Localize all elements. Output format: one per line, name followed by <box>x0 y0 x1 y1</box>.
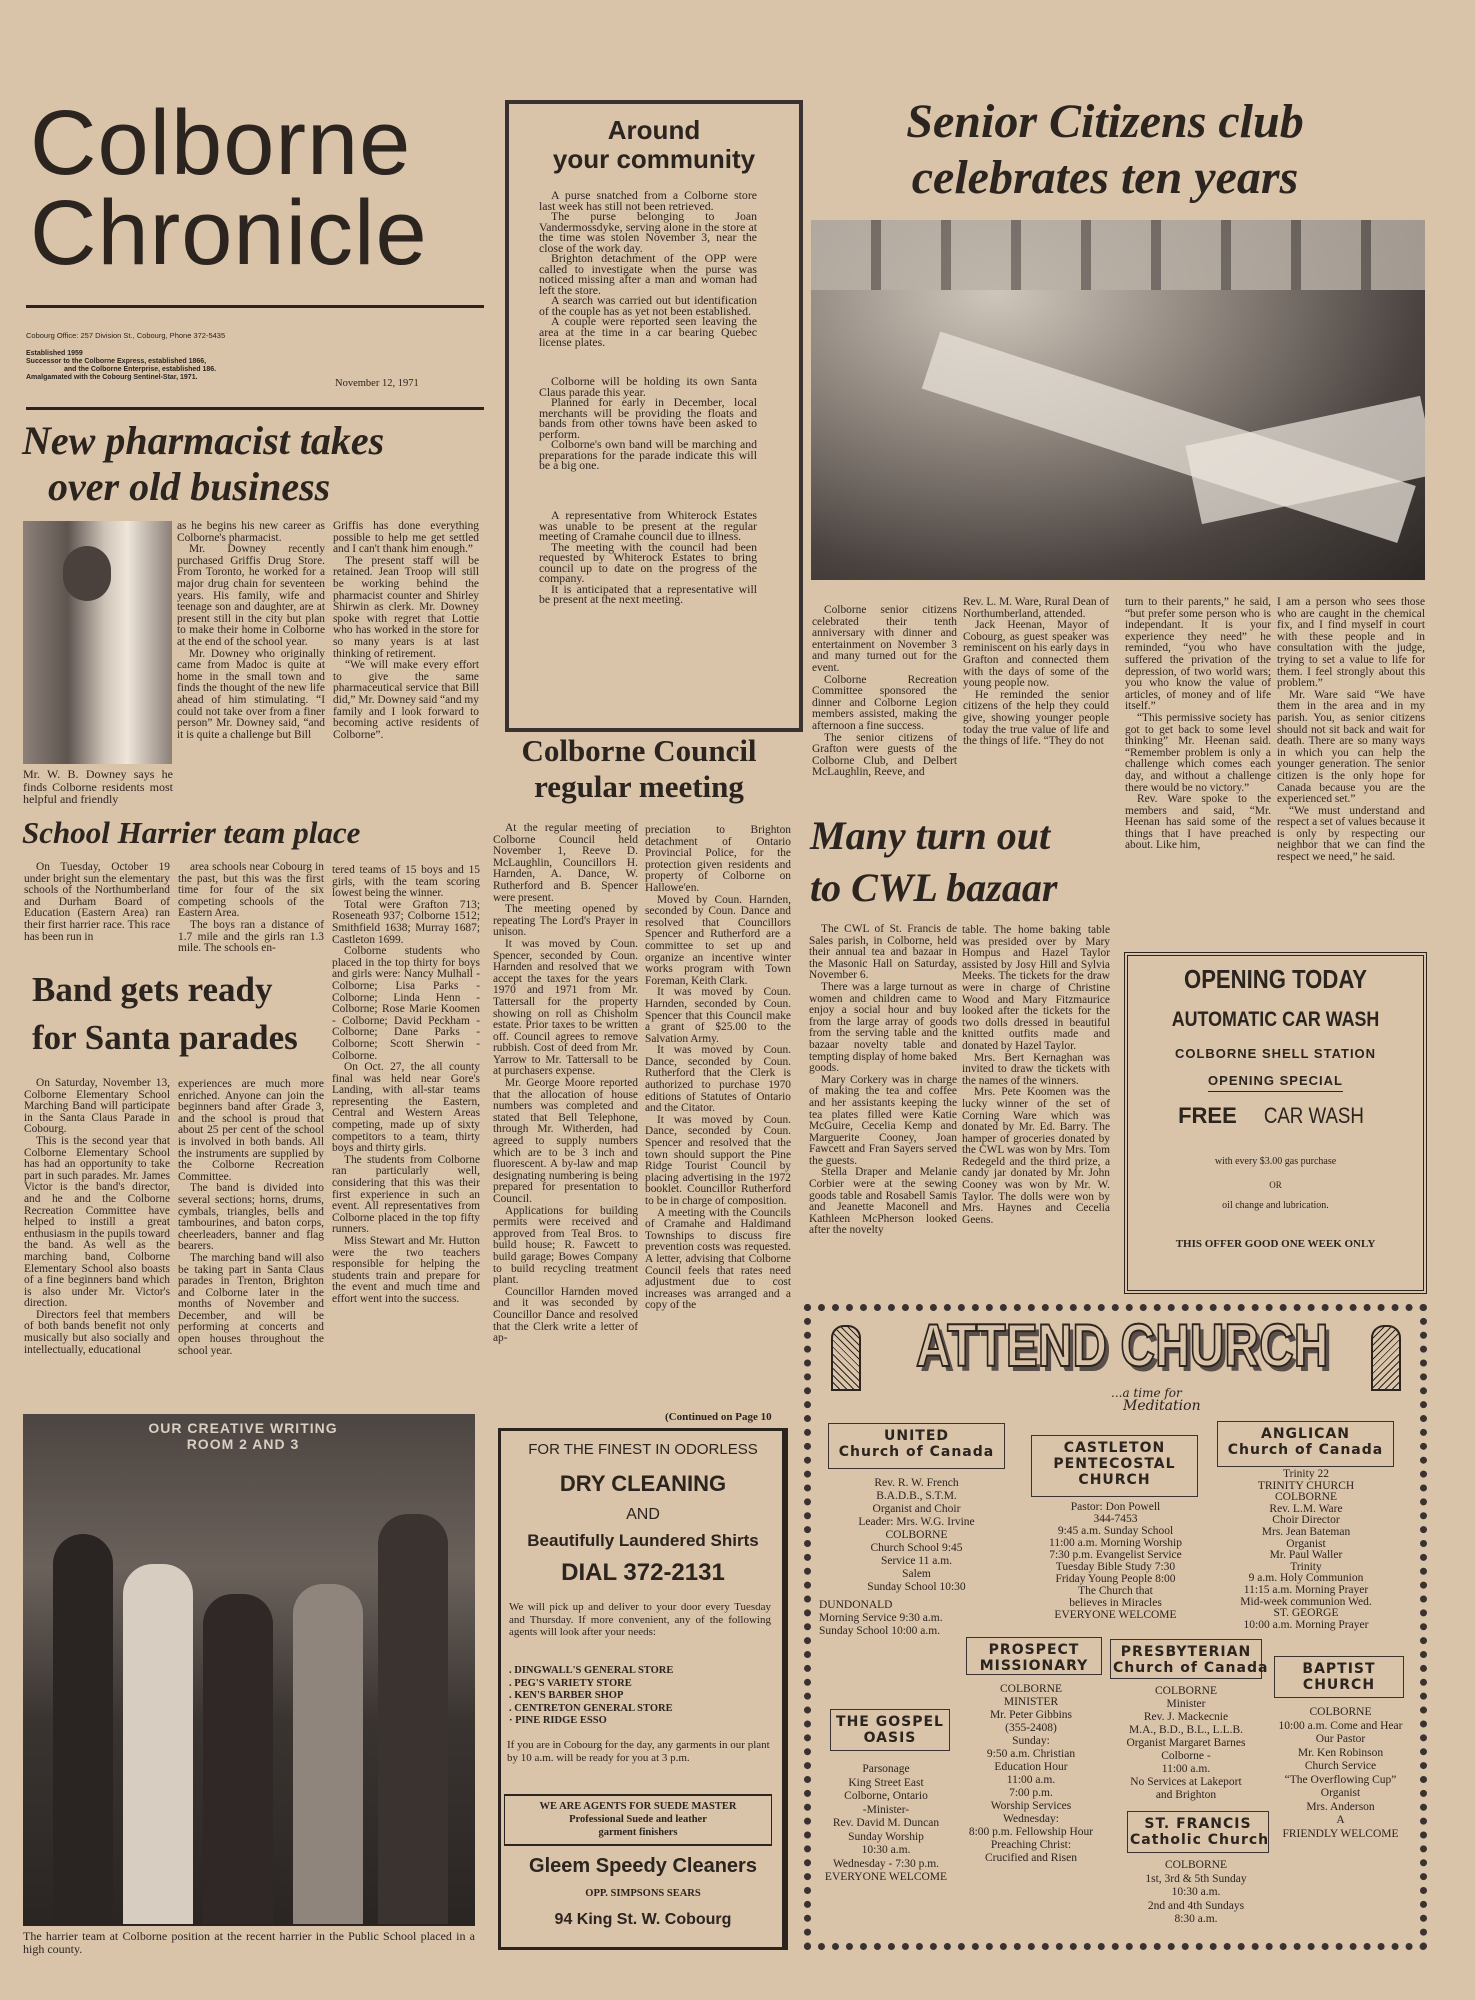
paragraph: The boys ran a distance of 1.7 mile and the girls ran 1.3 mile. The schools en- <box>178 918 324 955</box>
amalgamated: Amalgamated with the Cobourg Sentinel-Star, 1971. <box>26 374 198 381</box>
band-headline <box>32 966 298 1062</box>
paragraph: The CWL of St. Francis de Sales parish, in Colborne, held their annual tea and bazaar in the Masonic Hall on Saturday, November 6. <box>809 923 957 982</box>
photo-figure <box>203 1594 273 1924</box>
band-headline-line1: Band gets ready <box>32 970 273 1009</box>
text-line: Wednesday: <box>1003 1813 1059 1825</box>
text-line: Parsonage <box>862 1763 910 1775</box>
text-line: PRESBYTERIAN <box>1120 1644 1252 1660</box>
text-line: 11:00 a.m. <box>1161 1763 1211 1775</box>
senior-headline-line2: celebrates ten years <box>911 151 1299 204</box>
text-line: No Services at Lakeport <box>1130 1776 1242 1788</box>
pharmacist-headline <box>22 418 384 510</box>
senior-dinner-photo <box>811 220 1425 580</box>
senior-headline <box>810 94 1400 206</box>
community-item-parade <box>539 376 757 471</box>
text-line: 10:30 a.m. <box>861 1844 911 1856</box>
stained-glass-window-icon <box>831 1325 861 1391</box>
text-line: Church Service <box>1304 1760 1377 1772</box>
text-line: COLBORNE <box>1155 1685 1217 1697</box>
masthead-rule <box>26 305 484 308</box>
text-line: Church of Canada <box>1113 1660 1269 1676</box>
band-headline-line2: for Santa parades <box>32 1018 298 1057</box>
cwl-headline-line1: Many turn out <box>810 813 1051 858</box>
paragraph: He reminded the senior citizens of the help they could give, showing younger people today the true value of life and the things of life. “They do not <box>963 688 1109 748</box>
paragraph: Griffis has done everything possible to help me get settled and I can't thank him enough.” <box>333 520 479 556</box>
text-line: Pastor: Don Powell <box>1070 1501 1161 1513</box>
united-church-details <box>828 1477 1005 1594</box>
cleaners-location: OPP. SIMPSONS SEARS <box>585 1888 701 1899</box>
publication-history <box>26 350 216 382</box>
carwash-free-line <box>1128 1103 1423 1129</box>
text-line: Mr. Ken Robinson <box>1297 1746 1384 1759</box>
text-line: Mrs. Anderson <box>1306 1800 1375 1813</box>
text-line: PENTECOSTAL <box>1053 1456 1176 1472</box>
st-francis-church-details <box>1121 1859 1271 1927</box>
text-line: Crucified and Risen <box>985 1852 1077 1864</box>
carwash-line3: COLBORNE SHELL STATION <box>1174 1046 1377 1061</box>
photo-figure-head <box>63 546 111 601</box>
paragraph: Mr. Downey who originally came from Madoc is quite at home in the small town and finds the thought of the new life ahead of him stimulating. “I could not take over from a finer person” Mr. Downey said, “and it is quite a challenge but Bill <box>177 647 325 741</box>
text-line: 2nd and 4th Sundays <box>1147 1899 1245 1912</box>
carwash-condition-1: with every $3.00 gas purchase <box>1214 1156 1337 1167</box>
text-line: believes in Miracles <box>1069 1597 1162 1609</box>
cleaners-ad-cobourg-note: If you are in Cobourg for the day, any garments in our plant by 10 a.m. will be ready for you at 3 p.m. <box>507 1739 770 1764</box>
baptist-church-title <box>1274 1656 1404 1698</box>
baptist-church-details <box>1273 1706 1408 1841</box>
text-line: 344-7453 <box>1093 1513 1138 1525</box>
prospect-church-details <box>956 1683 1106 1865</box>
text-line: Church School 9:45 <box>870 1542 963 1554</box>
paragraph: “We will make every effort to give the same pharmaceutical service that Bill did,” Mr. Downey said “and my family and I look forward to becoming active residents of Colborne”. <box>333 659 479 741</box>
text-line: THE GOSPEL <box>836 1714 944 1730</box>
cwl-headline-line2: to CWL bazaar <box>810 865 1058 910</box>
community-headline-line1: Around <box>607 115 701 145</box>
photo-figure <box>53 1534 113 1924</box>
text-line: Mr. Peter Gibbins <box>989 1709 1073 1721</box>
text-line: COLBORNE <box>1275 1491 1337 1504</box>
text-line: The Church that <box>1078 1585 1153 1597</box>
paragraph: Colborne Recreation Committee sponsored the dinner and Colborne Legion members assisted, making the afternoon a fine success. <box>812 673 957 732</box>
text-line: BAPTIST <box>1302 1661 1376 1677</box>
paragraph: The meeting opened by repeating The Lord's Prayer in unison. <box>493 903 638 939</box>
text-line: Sunday: <box>1012 1735 1050 1747</box>
paragraph: Mr. Ware said “We have them in the area and in my parish. You, as senior citizens should not sit back and wait for death. There are so many ways in which you can help the younger generation. The senior citizen is the only hope for Canada because you are the experienced set.” <box>1277 688 1425 806</box>
gospel-oasis-details <box>821 1763 951 1885</box>
text-line: . PEG'S VARIETY STORE <box>509 1677 632 1689</box>
text-line: Rev. David M. Duncan <box>832 1817 940 1829</box>
paragraph: A purse snatched from a Colborne store last week has still not been retrieved. <box>539 188 757 213</box>
paragraph: A meeting with the Councils of Cramahe and Haldimand Townships to discuss fire prevention costs was requested. A letter, advising that Colborne Council feels that rates need adjustment due to cost increases was arranged and a copy of the <box>645 1206 791 1312</box>
text-line: 10:00 a.m. Come and Hear <box>1278 1719 1403 1732</box>
text-line: TRINITY CHURCH <box>1257 1479 1355 1492</box>
dundonald-details <box>819 1599 959 1638</box>
cleaners-ad-line1: FOR THE FINEST IN ODORLESS <box>528 1441 758 1458</box>
text-line: Organist Margaret Barnes <box>1126 1737 1246 1749</box>
senior-headline-line1: Senior Citizens club <box>906 95 1304 148</box>
text-line: 8:30 a.m. <box>1174 1913 1218 1925</box>
carwash-offer: THIS OFFER GOOD ONE WEEK ONLY <box>1175 1238 1376 1250</box>
council-headline-line1: Colborne Council <box>521 733 757 768</box>
stained-glass-window-icon <box>1371 1325 1401 1391</box>
cleaners-name: Gleem Speedy Cleaners <box>529 1855 757 1877</box>
cleaners-agents-list <box>509 1665 771 1728</box>
community-headline <box>509 116 799 174</box>
text-line: Minister <box>1166 1698 1206 1710</box>
paragraph: tered teams of 15 boys and 15 girls, with the team scoring lowest being the winner. <box>332 864 480 900</box>
paragraph: Moved by Coun. Harnden, seconded by Coun. Dance and resolved that Councillors Spencer and Rutherford are a committee to set up and organize an incentive winter works program with Town Foreman, Keith Clark. <box>645 893 791 987</box>
paragraph: Colborne will be holding its own Santa Claus parade this year. <box>539 374 757 399</box>
paragraph: A couple were reported seen leaving the area at the time in a car bearing Quebec license plates. <box>539 314 757 349</box>
carwash-line4 <box>1128 1073 1423 1088</box>
paragraph: On Tuesday, October 19 under bright sun the elementary schools of the Northumberland and Durham Board of Education (Eastern Area) ran their first harrier race. This race has been run in <box>24 861 170 943</box>
text-line: Morning Service 9:30 a.m. <box>819 1612 943 1624</box>
paragraph: Mary Corkery was in charge of making the tea and coffee and her assistants keeping the tea plates filled were Katie McGuire, Cecelia Kemp and Marguerite Cooney, Joan Fawcett and Fran Sayers served the guests. <box>809 1073 957 1167</box>
issue-date: November 12, 1971 <box>335 378 419 389</box>
cleaners-ad-phone: DIAL 372-2131 <box>561 1559 725 1586</box>
text-line: Organist <box>1286 1537 1326 1550</box>
text-line: M.A., B.D., B.L., L.L.B. <box>1128 1724 1244 1736</box>
paragraph: “We must understand and respect a set of values because it is only by respecting our neighbor that we can find the respect we need,” he said. <box>1277 804 1426 864</box>
cleaners-ad <box>498 1428 788 1950</box>
council-column-1 <box>493 823 638 1345</box>
text-line: 11:15 a.m. Morning Prayer <box>1243 1583 1369 1596</box>
church-tagline-line2: Meditation <box>1123 1398 1201 1414</box>
council-headline-line2: regular meeting <box>534 769 744 804</box>
paragraph: Jack Heenan, Mayor of Cobourg, as guest speaker was reminiscent on his early days in Grafton and connected them with the days of some of the young people now. <box>963 619 1109 690</box>
prospect-church-title <box>966 1637 1102 1675</box>
masthead-title-line1: Colborne <box>30 92 412 194</box>
text-line: · PINE RIDGE ESSO <box>509 1715 607 1726</box>
text-line: PROSPECT <box>988 1642 1080 1658</box>
text-line: CHURCH <box>1078 1472 1151 1488</box>
paragraph: Mr. Downey recently purchased Griffis Drug Store. From Toronto, he worked for a major drug chain for seventeen years. His family, wife and teenage son and daughter, are at present still in the city but plan to make their home in Colborne at the end of the school year. <box>177 543 325 648</box>
cleaners-ad-line4: Beautifully Laundered Shirts <box>527 1531 759 1550</box>
suede-line-3: garment finishers <box>598 1827 678 1838</box>
pharmacist-photo-caption: Mr. W. B. Downey says he finds Colborne residents most helpful and friendly <box>23 767 173 806</box>
text-line: 9:50 a.m. Christian <box>986 1748 1076 1760</box>
pharmacist-photo <box>23 521 172 764</box>
carwash-condition-2: oil change and lubrication. <box>1222 1200 1329 1211</box>
cleaners-ad-line2: DRY CLEANING <box>559 1471 727 1496</box>
photo-sign: OUR CREATIVE WRITING ROOM 2 AND 3 <box>148 1420 338 1452</box>
text-line: COLBORNE <box>1309 1706 1372 1718</box>
text-line: Church of Canada <box>1227 1442 1384 1458</box>
harrier-column-3 <box>332 865 480 1306</box>
text-line: 7:30 p.m. Evangelist Service <box>1049 1549 1182 1561</box>
castleton-church-title <box>1031 1435 1198 1497</box>
text-line: Organist and Choir <box>872 1503 961 1515</box>
suede-line-1: WE ARE AGENTS FOR SUEDE MASTER <box>539 1801 737 1812</box>
paragraph: Planned for early in December, local merchants will be providing the floats and bands from other towns have been asked to perform. <box>539 395 757 441</box>
text-line: Choir Director <box>1272 1514 1340 1527</box>
paragraph: as he begins his new career as Colborne's pharmacist. <box>177 520 325 544</box>
paragraph: On Saturday, November 13, Colborne Elementary School Marching Band will participate in the Santa Claus Parade in Cobourg. <box>24 1077 170 1136</box>
pharmacist-column-1 <box>177 521 325 741</box>
cwl-column-1 <box>809 924 957 1237</box>
paragraph: Stella Draper and Melanie Corbier were at the sewing goods table and Rosabell Samis and Jeanette Maconell and Kathleen McPherson looked after the novelty <box>809 1166 957 1237</box>
text-line: ST. GEORGE <box>1273 1607 1339 1620</box>
united-church-title <box>828 1423 1005 1469</box>
harrier-headline: School Harrier team place <box>22 815 361 850</box>
text-line: Mr. Paul Waller <box>1269 1549 1343 1562</box>
paragraph: The students from Colborne ran particularly well, considering that this was their first experience in such an event. All representatives from Colborne placed in the top fifty runners. <box>332 1153 480 1236</box>
text-line: 1st, 3rd & 5th Sunday <box>1145 1872 1247 1885</box>
text-line: Education Hour <box>994 1761 1068 1773</box>
carwash-line2: AUTOMATIC CAR WASH <box>1171 1008 1380 1031</box>
text-line: 9 a.m. Holy Communion <box>1248 1572 1364 1585</box>
paragraph: A representative from Whiterock Estates was unable to be present at the regular meeting of Cramahe council due to illness. <box>539 508 757 543</box>
senior-column-4 <box>1277 597 1425 864</box>
pharmacist-headline-line1: New pharmacist takes <box>22 418 385 463</box>
text-line: FRIENDLY WELCOME <box>1282 1827 1399 1840</box>
church-tagline-line1: ...a time for <box>1111 1386 1182 1400</box>
carwash-ad <box>1124 952 1427 1294</box>
paragraph: The meeting with the council had been requested by Whiterock Estates to bring council up to date on the progress of the company. <box>539 539 757 585</box>
text-line: Tuesday Bible Study 7:30 <box>1055 1561 1176 1573</box>
text-line: Rev. R. W. French <box>874 1477 959 1489</box>
text-line: Our Pastor <box>1315 1733 1366 1745</box>
paragraph: Mr. George Moore reported that the allocation of house numbers was completed and stated that Bell Telephone, through Mr. Witherden, had agreed to supply numbers which are to be 3 inch and fluorescent. A by-law and map designating numbering is being prepared for presentation to Council. <box>493 1077 638 1205</box>
paragraph: area schools near Cobourg in the past, but this was the first time for four of the six competing schools of the Eastern Area. <box>178 861 324 920</box>
paragraph: On Oct. 27, the all county final was held near Gore's Landing, with all-star teams representing the Eastern, Central and Western Areas competing, made up of sixty competitors to a team, thirty boys and thirty girls. <box>332 1061 480 1155</box>
harrier-team-photo <box>23 1414 475 1926</box>
suede-line-2: Professional Suede and leather <box>569 1814 707 1825</box>
church-tagline <box>1111 1387 1201 1413</box>
free-label: FREE <box>1178 1103 1237 1128</box>
paragraph: experiences are much more enriched. Anyone can join the beginners band after Grade 3, and the school is proud that about 25 per cent of the school is involved in both bands. All the instruments are supplied by the Colborne Recreation Committee. <box>178 1078 324 1183</box>
established: Established 1959 <box>26 350 83 357</box>
text-line: 7:00 p.m. <box>1009 1787 1053 1799</box>
paragraph: turn to their parents,” he said, “but prefer some person who is independant. It is your experience they need” he reminded, “you who have suffered the privation of the depression, of two world wars; you who know the value of articles, of money and of life itself.” <box>1125 596 1271 713</box>
paragraph: Mrs. Pete Koomen was the lucky winner of the set of Corning Ware which was donated by Mr. Ed. Barry. The hamper of groceries donated by the CWL was won by Mrs. Tom Redegeld and the third prize, a candy jar donated by Mr. John Cooney was won by Mr. W. Taylor. The dolls were won by Mrs. Haynes and Cecelia Geens. <box>962 1086 1110 1226</box>
text-line: Rev. L.M. Ware <box>1269 1502 1343 1515</box>
text-line: UNITED <box>883 1428 950 1444</box>
suede-master-box <box>504 1794 772 1846</box>
text-line: and Brighton <box>1155 1789 1217 1801</box>
paragraph: The purse belonging to Joan Vandermossdyke, serving alone in the store at the time was stolen November 3, near the close of the work day. <box>539 209 757 255</box>
paragraph: At the regular meeting of Colborne Council held November 1, Reeve D. McLaughlin, Councillors H. Harnden, A. Dance, W. Rutherford and B. Spencer were present. <box>493 822 638 904</box>
photo-figure <box>123 1564 193 1924</box>
paragraph: The present staff will be retained. Jean Troop will still be working behind the pharmacist counter and Shirley Shirwin as clerk. Mr. Downey spoke with regret that Lottie who has worked in the store for so many years is at last thinking of retirement. <box>333 554 479 660</box>
text-line: Colborne - <box>1161 1750 1211 1762</box>
gospel-oasis-title <box>830 1709 950 1751</box>
text-line: . CENTRETON GENERAL STORE <box>509 1702 673 1714</box>
carwash-or: OR <box>1269 1180 1282 1190</box>
text-line: EVERYONE WELCOME <box>824 1871 948 1883</box>
successor-line-2: and the Colborne Enterprise, established 186. <box>64 366 217 373</box>
senior-column-1 <box>812 605 957 779</box>
castleton-church-details <box>1023 1501 1208 1621</box>
cwl-headline <box>810 810 1057 914</box>
text-line: Wednesday - 7:30 p.m. <box>832 1857 940 1870</box>
paragraph: Directors feel that members of both bands benefit not only musically but also socially and intellectually, educational <box>24 1308 170 1356</box>
text-line: A <box>1336 1814 1345 1826</box>
text-line: CHURCH <box>1302 1677 1376 1693</box>
text-line: . KEN'S BARBER SHOP <box>509 1690 624 1701</box>
cleaners-ad-body: We will pick up and deliver to your door every Tuesday and Thursday. If more convenient, any of the following agents will look after your needs: <box>509 1601 771 1638</box>
band-column-2 <box>178 1079 324 1357</box>
anglican-church-details <box>1211 1469 1401 1631</box>
text-line: Catholic Church <box>1130 1832 1270 1848</box>
text-line: Preaching Christ: <box>990 1839 1072 1851</box>
photo-figure <box>293 1584 363 1924</box>
text-line: CASTLETON <box>1063 1440 1166 1456</box>
harrier-column-1 <box>24 862 170 943</box>
photo-wall <box>811 220 1425 290</box>
text-line: COLBORNE <box>1165 1859 1227 1871</box>
text-line: Sunday School 10:00 a.m. <box>819 1625 941 1637</box>
paragraph: preciation to Brighton detachment of Ontario Provincial Police, for the protection given residents and property of Colborne on Hallowe'en. <box>645 824 791 894</box>
text-line: 11:00 a.m. <box>1006 1774 1056 1786</box>
text-line: Worship Services <box>990 1800 1072 1812</box>
text-line: Trinity 22 <box>1283 1468 1329 1480</box>
paragraph: The senior citizens of Grafton were guests of the Colborne Club, and Delbert McLaughlin, Reeve, and <box>812 731 957 779</box>
text-line: Mid-week communion Wed. <box>1240 1595 1372 1608</box>
council-column-2 <box>645 825 791 1312</box>
text-line: Colborne, Ontario <box>844 1790 928 1802</box>
cleaners-ad-line3: AND <box>626 1506 660 1523</box>
text-line: COLBORNE <box>1000 1683 1062 1695</box>
community-item-whiterock <box>539 510 757 605</box>
paragraph: Councillor Harnden moved and it was seconded by Councillor Dance and resolved that the Clerk write a letter of ap- <box>493 1285 638 1345</box>
council-continued: (Continued on Page 10 <box>665 1411 772 1423</box>
harrier-photo-caption: The harrier team at Colborne position at the recent harrier in the Public School placed in a high county. <box>23 1929 475 1956</box>
text-line: Sunday School 10:30 <box>867 1581 966 1593</box>
text-line: COLBORNE <box>885 1529 948 1541</box>
band-column-1 <box>24 1078 170 1356</box>
senior-column-3 <box>1125 597 1271 852</box>
text-line: 10:00 a.m. Morning Prayer <box>1243 1618 1369 1631</box>
text-line: OASIS <box>863 1730 917 1746</box>
text-line: MINISTER <box>1003 1696 1059 1708</box>
text-line: . DINGWALL'S GENERAL STORE <box>509 1665 674 1676</box>
cleaners-address: 94 King St. W. Cobourg <box>554 1911 732 1928</box>
paragraph: It was moved by Coun. Dance, seconded by Coun. Rutherford that the Clerk is authorized to purchase 1970 editions of Statutes of Ontario and the Citator. <box>645 1044 791 1115</box>
paragraph: The band is divided into several sections; horns, drums, cymbals, triangles, bells and tambourines, and baton corps, cheerleaders, banner and flag bearers. <box>178 1182 324 1253</box>
church-banner: ATTEND CHURCH <box>916 1312 1329 1379</box>
text-line: 10:30 a.m. <box>1171 1886 1221 1898</box>
car-wash-label: CAR WASH <box>1263 1103 1365 1128</box>
text-line: Mrs. Jean Bateman <box>1261 1525 1351 1538</box>
paragraph: The marching band will also be taking part in Santa Claus parades in Trenton, Brighton and Colborne later in the months of November and December, and will be performing at concerts and open houses throughout the school year. <box>178 1251 324 1357</box>
paragraph: It was moved by Coun. Dance, seconded by Coun. Spencer and resolved that the town should support the Pine Ridge Tourist Council by placing advertising in the 1972 booklet. Councillor Rutherford to be in charge of composition. <box>645 1113 791 1207</box>
harrier-column-2 <box>178 862 324 955</box>
text-line: Sunday Worship <box>848 1830 924 1843</box>
text-line: King Street East <box>848 1776 924 1789</box>
text-line: -Minister- <box>862 1803 910 1816</box>
text-line: 8:00 p.m. Fellowship Hour <box>968 1826 1094 1838</box>
successor-line-1: Successor to the Colborne Express, established 1866, <box>26 358 207 365</box>
senior-column-2 <box>963 597 1109 748</box>
text-line: ST. FRANCIS <box>1144 1816 1252 1832</box>
opening-special: OPENING SPECIAL <box>1208 1073 1343 1092</box>
text-line: DUNDONALD <box>819 1599 893 1611</box>
paragraph: There was a large turnout as women and children came to enjoy a social hour and buy from the large array of goods from the serving table and the bazaar novelty table and tempting display of home baked goods. <box>809 980 957 1075</box>
text-line: 11:00 a.m. Morning Worship <box>1049 1537 1182 1549</box>
text-line: Organist <box>1320 1787 1361 1799</box>
council-headline <box>489 733 789 805</box>
office-address: Cobourg Office: 257 Division St., Cobourg, Phone 372-5435 <box>26 331 226 340</box>
church-ad <box>804 1304 1427 1950</box>
carwash-line1: OPENING TODAY <box>1184 964 1367 994</box>
paragraph: It is anticipated that a representative will be present at the next meeting. <box>539 581 757 606</box>
community-item-purse <box>539 190 757 348</box>
text-line: Trinity <box>1290 1560 1322 1573</box>
photo-figure <box>378 1514 448 1924</box>
paragraph: Colborne senior citizens celebrated their tenth anniversary with dinner and entertainment on November 3 and many turned out for the event. <box>812 604 957 674</box>
cwl-column-2 <box>962 925 1110 1226</box>
paragraph: I am a person who sees those who are caught in the chemical fix, and I find myself in court with these people and in consultation with the judge, trying to set a value to life for them. I feel strongly about this problem.” <box>1277 596 1425 690</box>
text-line: B.A.D.B., S.T.M. <box>876 1490 957 1502</box>
paragraph: “This permissive society has got to get back to some level thinking” Mr. Heenan said. “Remember problem is only a challenge which comes each day, and without a challenge there would be no victory.” <box>1125 711 1271 794</box>
paragraph: This is the second year that Colborne Elementary School has had an opportunity to take part in such parades. Mr. James Victor is the band's director, and he and the Colborne Recreation Committee have helped to instill a great enthusiasm in the pupils toward the band. As well as the marching band, Colborne Elementary School also boasts of a fine beginners band which is also under Mr. Victor's direction. <box>24 1134 170 1310</box>
text-line: MISSIONARY <box>979 1658 1089 1674</box>
text-line: Friday Young People 8:00 <box>1055 1573 1176 1585</box>
paragraph: Rev. L. M. Ware, Rural Dean of Northumberland, attended. <box>963 596 1109 620</box>
text-line: EVERYONE WELCOME <box>1054 1609 1177 1621</box>
text-line: Rev. J. Mackecnie <box>1143 1711 1229 1723</box>
text-line: ANGLICAN <box>1261 1426 1350 1442</box>
anglican-church-title <box>1217 1421 1394 1467</box>
paragraph: Total were Grafton 713; Roseneath 937; Colborne 1512; Smithfield 1638; Murray 1687; Castleton 1699. <box>332 898 480 946</box>
st-francis-church-title <box>1127 1811 1269 1853</box>
paragraph: table. The home baking table was presided over by Mary Hompus and Hazel Taylor assisted by Josy Hill and Sylvia Meeks. The tickets for the draw were in charge of Christine Wood and Mary Fitzmaurice looked after the tickets for the two dolls dressed in beautiful knitted outfits made and donated by Hazel Taylor. <box>962 924 1110 1052</box>
paragraph: It was moved by Coun. Harnden, seconded by Coun. Spencer that this Council make a grant of $25.00 to the Salvation Army. <box>645 986 791 1045</box>
paragraph: Colborne students who placed in the top thirty for boys and girls were: Nancy Mulhall - Colborne; Lisa Parks - Colborne; Linda Henn - Colborne; Rose Marie Koomen - Colborne; David Peckham - Colborne; Dane Parks - Colborne; Scott Sherwin - Colborne. <box>332 945 480 1062</box>
community-box <box>505 100 803 732</box>
masthead-bottom-rule <box>26 407 484 410</box>
paragraph: A search was carried out but identification of the couple has as yet not been established. <box>539 293 757 318</box>
paragraph: Miss Stewart and Mr. Hutton were the two teachers responsible for helping the students train and prepare for the event and much time and effort went into the success. <box>332 1235 480 1305</box>
text-line: Leader: Mrs. W.G. Irvine <box>858 1516 975 1528</box>
paragraph: It was moved by Coun. Spencer, seconded by Coun. Harnden and resolved that we accept the taxes for the years 1970 and 1971 from Mr. Tattersall for the property showing on roll as Chisholm estate. Prior taxes to be written off. Council agrees to remove rubbish. Cost of deed from Mr. Yarrow to Mr. Tattersall to be at purchasers expense. <box>493 937 638 1078</box>
paragraph: Mrs. Bert Kernaghan was invited to draw the tickets with the names of the winners. <box>962 1051 1110 1087</box>
text-line: Salem <box>902 1568 931 1580</box>
presbyterian-church-details <box>1110 1685 1262 1802</box>
text-line: (355-2408) <box>1005 1722 1057 1734</box>
presbyterian-church-title <box>1110 1639 1269 1679</box>
paragraph: Brighton detachment of the OPP were called to investigate when the purse was noticed missing after a man and woman had left the store. <box>539 251 757 297</box>
community-headline-line2: your community <box>552 144 756 174</box>
text-line: 9:45 a.m. Sunday School <box>1057 1525 1174 1537</box>
pharmacist-column-2 <box>333 521 479 741</box>
pharmacist-headline-line2: over old business <box>48 464 331 509</box>
text-line: Service 11 a.m. <box>880 1555 953 1567</box>
paragraph: Rev. Ware spoke to the members and said, “Mr. Heenan has said some of the things that I have preached about. Like him, <box>1125 793 1271 852</box>
text-line: Church of Canada <box>838 1444 995 1460</box>
paragraph: Colborne's own band will be marching and preparations for the parade indicate this will be a big one. <box>539 437 757 472</box>
paragraph: Applications for building permits were received and approved from Teal Bros. to build house; R. Fawcett to build garage; Bowes Company to build recycling treatment plant. <box>493 1204 638 1287</box>
masthead-title-line2: Chronicle <box>30 182 428 284</box>
text-line: “The Overflowing Cup” <box>1284 1773 1397 1786</box>
